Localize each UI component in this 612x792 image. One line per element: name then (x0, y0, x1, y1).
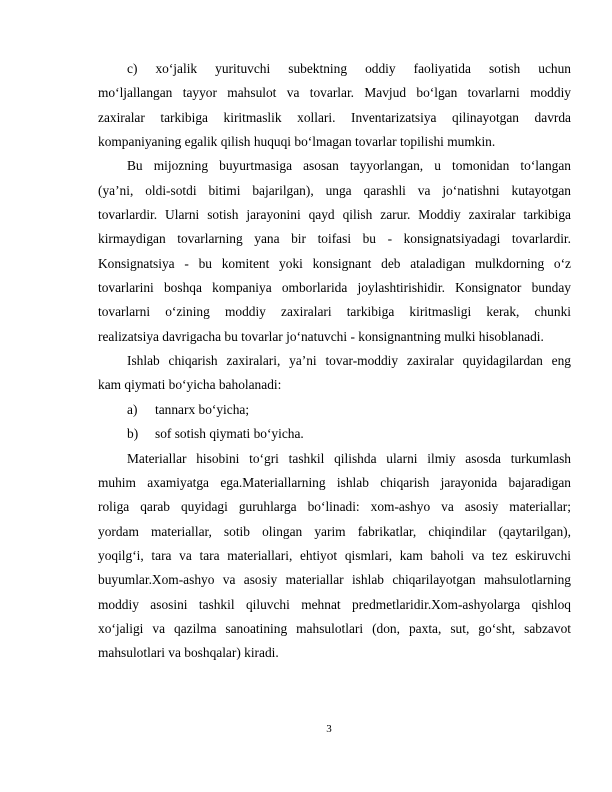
text-line: kirmaydigan tovarlarning yana bir toifasi bu - konsignatsiyadagi tovarlardir. (98, 231, 571, 247)
paragraph-3 (98, 349, 571, 398)
text-line: c) xo‘jalik yurituvchi subektning oddiy faoliyatida sotish uchun (127, 61, 571, 76)
text-line: Konsignatsiya - bu komitent yoki konsignant deb ataladigan mulkdorning o‘z (98, 255, 571, 271)
list-item (98, 422, 571, 446)
text-line: Bu mijozning buyurtmasiga asosan tayyorlangan, u tomonidan to‘langan (127, 158, 571, 174)
list-text: sof sotish qiymati bo‘yicha. (155, 426, 304, 442)
text-line: kompaniyaning egalik qilish huquqi bo‘lmagan tovarlar topilishi mumkin. (98, 134, 496, 150)
text-line: realizatsiya davrigacha bu tovarlar jo‘natuvchi - konsignantning mulki hisoblanadi. (98, 328, 544, 344)
text-line: tovarlardir. Ularni sotish jarayonini qayd qilish zarur. Moddiy zaxiralar tarkibiga (98, 207, 571, 223)
text-line: tovarlarini boshqa kompaniya omborlarida joylashtirishidir. Konsignator bunday (98, 280, 571, 296)
text-line: mahsulotlari va boshqalar) kiradi. (98, 645, 279, 661)
text-line: zaxiralar tarkibiga kiritmaslik xollari. Inventarizatsiya qilinayotgan davrda (98, 109, 571, 125)
text-line: yordam materiallar, sotib olingan yarim fabrikatlar, chiqindilar (qaytarilgan), (98, 523, 571, 539)
paragraph-2 (98, 154, 571, 349)
text-line: xo‘jaligi va qazilma sanoatining mahsulotlari (don, paxta, sut, go‘sht, sabzavot (98, 620, 571, 636)
text-line: moddiy asosini tashkil qiluvchi mehnat predmetlaridir.Xom-ashyolarga qishloq (98, 596, 571, 612)
paragraph-4 (98, 447, 571, 666)
text-line: tovarlarni o‘zining moddiy zaxiralari tarkibiga kiritmasligi kerak, chunki (98, 304, 571, 320)
document-body (98, 57, 571, 666)
text-line: mo‘ljallangan tayyor mahsulot va tovarlar. Mavjud bo‘lgan tovarlarni moddiy (98, 85, 571, 101)
list-text: tannarx bo‘yicha; (155, 401, 250, 417)
valuation-list (98, 398, 571, 447)
list-marker: a) (127, 401, 138, 417)
text-line: Ishlab chiqarish zaxiralari, ya’ni tovar-moddiy zaxiralar quyidagilardan eng (127, 353, 571, 369)
text-line: kam qiymati bo‘yicha baholanadi: (98, 377, 282, 393)
text-line: muhim axamiyatga ega.Materiallarning ishlab chiqarish jarayonida bajaradigan (98, 474, 571, 490)
page-number: 3 (326, 723, 332, 735)
list-marker: b) (127, 426, 139, 442)
text-line: roliga qarab quyidagi guruhlarga bo‘linadi: xom-ashyo va asosiy materiallar; (98, 499, 571, 515)
text-line: buyumlar.Xom-ashyo va asosiy materiallar ishlab chiqarilayotgan mahsulotlarning (98, 572, 571, 588)
list-item (98, 398, 571, 422)
text-line: (ya’ni, oldi-sotdi bitimi bajarilgan), unga qarashli va jo‘natishni kutayotgan (98, 182, 571, 198)
text-line: Materiallar hisobini to‘gri tashkil qilishda ularni ilmiy asosda turkumlash (127, 450, 571, 466)
paragraph-1 (98, 57, 571, 154)
text-line: yoqilg‘i, tara va tara materiallari, ehtiyot qismlari, kam baholi va tez eskiruvchi (98, 547, 571, 563)
